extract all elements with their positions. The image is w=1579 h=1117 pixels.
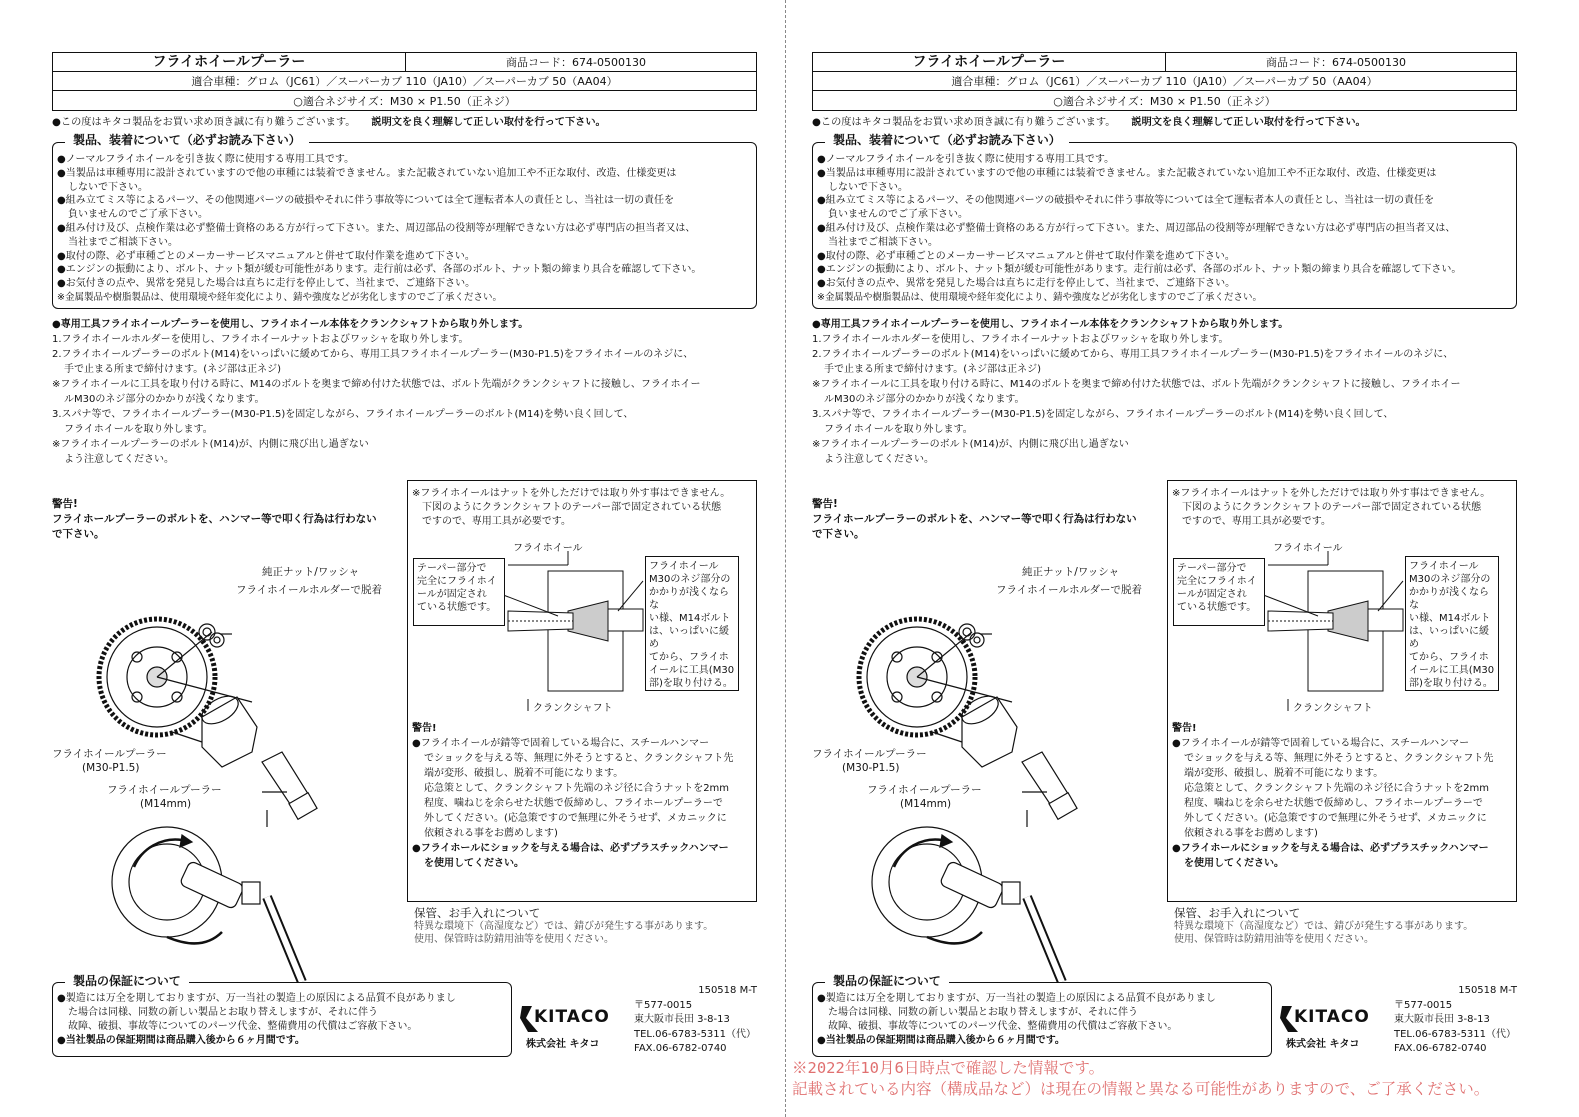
step-line: ※フライホイールプーラーのボルト(M14)が、内側に飛び出し過ぎない bbox=[52, 438, 369, 450]
step-line: ※フライホイールプーラーのボルト(M14)が、内側に飛び出し過ぎない bbox=[812, 438, 1129, 450]
warning-left bbox=[52, 497, 392, 542]
step-line: 手で止まる所まで締付けます。(ネジ部は正ネジ) bbox=[824, 363, 1042, 375]
notice-line: 負いませんのでご了承下さい。 bbox=[828, 209, 968, 221]
notice-line: 負いませんのでご了承下さい。 bbox=[68, 209, 208, 221]
info-note: ※フライホイールはナットを外しただけでは取り外す事はできません。 下図のようにクランクシャフトのテーパー部で固定されている状態 ですので、専用工具が必要です。 bbox=[412, 488, 731, 527]
label-bolt: フライホイールプーラー bbox=[107, 784, 222, 796]
notice-line: 当社までご相談下さい。 bbox=[828, 236, 938, 248]
step-line: 2.フライホイールプーラーのボルト(M14)をいっぱいに緩めてから、専用工具フライホイールプーラー(M30-P1.5)をフライホイールのネジに、 bbox=[52, 348, 694, 360]
label-puller-size: (M30-P1.5) bbox=[842, 762, 900, 774]
vehicle-fitment: 適合車種：グロム（JC61）／スーパーカブ 110（JA10）／スーパーカブ 50（AA04） bbox=[951, 75, 1378, 88]
procedure-lead: ●専用工具フライホイールプーラーを使用し、フライホイール本体をクランクシャフトから取り外します。 bbox=[52, 318, 529, 330]
kitaco-logo bbox=[1280, 1002, 1390, 1052]
label-puller: フライホイールプーラー bbox=[812, 748, 927, 760]
notice-box-title: 製品、装着について（必ずお読み下さい） bbox=[825, 134, 1069, 148]
product-title: フライホイールプーラー bbox=[53, 53, 406, 71]
info-note: ※フライホイールはナットを外しただけでは取り外す事はできません。 下図のようにクランクシャフトのテーパー部で固定されている状態 ですので、専用工具が必要です。 bbox=[1172, 488, 1491, 527]
label-nut: 純正ナット/ワッシャ bbox=[262, 566, 360, 578]
footer-note-line1: ※2022年10月6日時点で確認した情報です。 bbox=[792, 1059, 1105, 1077]
step-line: フライホイールを取り外します。 bbox=[824, 423, 973, 435]
instruction-page-right bbox=[812, 52, 1517, 1062]
notice-box bbox=[812, 133, 1517, 309]
warning-title: 警告! bbox=[1172, 723, 1197, 734]
warranty-box: 製品の保証について ●製造には万全を期しておりますが、万一当社の製造上の原因による品質不良がありまし た場合は同様、同数の新しい製品とお取り替えしますが、それに伴う 故障、破損、事故等についてのパーツ代金、整備費用の代償はご容赦下さい。 ●当社製品の保証期間は商品購入後から６ヶ月間です。 bbox=[52, 982, 512, 1057]
label-bolt-size: (M14mm) bbox=[900, 798, 952, 810]
logo-text: KITACO bbox=[534, 1007, 610, 1027]
assembly-illustration bbox=[812, 552, 1162, 982]
step-line: ルM30のネジ部分のかかりが浅くなります。 bbox=[824, 393, 1025, 405]
label-holder: フライホイールホルダーで脱着 bbox=[236, 584, 383, 596]
label-crankshaft: クランクシャフト bbox=[1293, 703, 1373, 714]
warning-text: で下さい。 bbox=[812, 528, 865, 540]
fold-line bbox=[785, 0, 786, 1117]
kitaco-logo bbox=[520, 1002, 630, 1052]
footer-note bbox=[792, 1058, 1489, 1100]
callout-taper: テーパー部分で 完全にフライホイ ールが固定され ている状態です。 bbox=[1173, 558, 1265, 626]
procedure-steps bbox=[812, 317, 1517, 467]
warning-text: フライホールプーラーのボルトを、ハンマー等で叩く行為は行わない bbox=[52, 513, 377, 525]
assembly-illustration bbox=[52, 552, 402, 982]
vehicle-fitment: 適合車種：グロム（JC61）／スーパーカブ 110（JA10）／スーパーカブ 50（AA04） bbox=[191, 75, 618, 88]
instruction-page-left bbox=[52, 52, 757, 1062]
product-code: 商品コード：674-0500130 bbox=[1266, 56, 1406, 69]
header-table bbox=[812, 52, 1517, 111]
warning-right: 警告! ●フライホイールが錆等で固着している場合に、スチールハンマー でショックを与える等、無理に外そうとすると、クランクシャフト先 端が変形、破損し、脱着不可能になります。 応急策として、クランクシャフト先端のネジ径に合うナットを2mm 程度、噛ねじを余らせた状態で仮締めし、フライホールプーラーで 外してください。(応急策ですので無理に外そうせず、メカニックに 依頼される事をお薦めします) ●フライホールにショックを与える場合は、必ずプラスチックハンマー を使用してください。 bbox=[412, 721, 752, 871]
warning-text: で下さい。 bbox=[52, 528, 105, 540]
company-address: 150518 M-T 〒577-0015 東大阪市長田 3-8-13 TEL.06-6783-5311（代） FAX.06-6782-0740 bbox=[1394, 985, 1517, 1054]
warranty-box: 製品の保証について ●製造には万全を期しておりますが、万一当社の製造上の原因による品質不良がありまし た場合は同様、同数の新しい製品とお取り替えしますが、それに伴う 故障、破損、事故等についてのパーツ代金、整備費用の代償はご容赦下さい。 ●当社製品の保証期間は商品購入後から６ヶ月間です。 bbox=[812, 982, 1272, 1057]
notice-line: ●エンジンの振動により、ボルト、ナット類が緩む可能性があります。走行前は必ず、各部のボルト、ナット類の締まり具合を確認して下さい。 bbox=[57, 264, 702, 276]
procedure-lead: ●専用工具フライホイールプーラーを使用し、フライホイール本体をクランクシャフトから取り外します。 bbox=[812, 318, 1289, 330]
warning-title: 警告! bbox=[412, 723, 437, 734]
notice-line: ●組み立てミス等によるパーツ、その他関連パーツの破損やそれに伴う事故等については全て運転者本人の責任とし、当社は一切の責任を bbox=[817, 195, 1435, 207]
warning-title: 警告! bbox=[52, 498, 78, 510]
notice-line: ●取付の際、必ず車種ごとのメーカーサービスマニュアルと併せて取付作業を進めて下さい。 bbox=[817, 250, 1235, 262]
label-puller: フライホイールプーラー bbox=[52, 748, 167, 760]
info-box bbox=[1167, 480, 1517, 902]
step-line: フライホイールを取り外します。 bbox=[64, 423, 213, 435]
label-flywheel: フライホイール bbox=[513, 543, 583, 554]
warning-title: 警告! bbox=[812, 498, 838, 510]
label-bolt: フライホイールプーラー bbox=[867, 784, 982, 796]
product-title: フライホイールプーラー bbox=[813, 53, 1166, 71]
care-section: 保管、お手入れについて 特異な環境下（高湿度など）では、錆びが発生する事があります。 使用、保管時は防錆用油等を使用ください。 bbox=[1174, 907, 1519, 946]
notice-line: ●組み付け及び、点検作業は必ず整備士資格のある方が行って下さい。また、周辺部品の役割等が理解できない方は必ず専門店の担当者又は、 bbox=[817, 222, 1456, 234]
step-line: 1.フライホイールホルダーを使用し、フライホイールナットおよびワッシャを取り外します。 bbox=[812, 333, 1229, 345]
notice-line: 当社までご相談下さい。 bbox=[68, 236, 178, 248]
label-puller-size: (M30-P1.5) bbox=[82, 762, 140, 774]
care-title: 保管、お手入れについて bbox=[414, 906, 541, 920]
notice-line: ●取付の際、必ず車種ごとのメーカーサービスマニュアルと併せて取付作業を進めて下さい。 bbox=[57, 250, 475, 262]
notice-line: ●組み立てミス等によるパーツ、その他関連パーツの破損やそれに伴う事故等については全て運転者本人の責任とし、当社は一切の責任を bbox=[57, 195, 675, 207]
step-line: 手で止まる所まで締付けます。(ネジ部は正ネジ) bbox=[64, 363, 282, 375]
logo-text: KITACO bbox=[1294, 1007, 1370, 1027]
product-code: 商品コード：674-0500130 bbox=[506, 56, 646, 69]
notice-line: ※金属製品や樹脂製品は、使用環境や経年変化により、錆や強度などが劣化しますのでご了承ください。 bbox=[57, 291, 502, 303]
step-line: よう注意してください。 bbox=[64, 453, 174, 465]
intro-text: ●この度はキタコ製品をお買い求め頂き誠に有り難うございます。 説明文を良く理解して正しい取付を行って下さい。 bbox=[812, 117, 1366, 128]
label-crankshaft: クランクシャフト bbox=[533, 703, 613, 714]
step-line: よう注意してください。 bbox=[824, 453, 934, 465]
care-section: 保管、お手入れについて 特異な環境下（高湿度など）では、錆びが発生する事があります。 使用、保管時は防錆用油等を使用ください。 bbox=[414, 907, 759, 946]
warranty-title: 製品の保証について bbox=[825, 974, 949, 988]
label-holder: フライホイールホルダーで脱着 bbox=[996, 584, 1143, 596]
notice-line: ●組み付け及び、点検作業は必ず整備士資格のある方が行って下さい。また、周辺部品の役割等が理解できない方は必ず専門店の担当者又は、 bbox=[57, 222, 696, 234]
warranty-title: 製品の保証について bbox=[65, 974, 189, 988]
thread-size: ○適合ネジサイズ：M30 × P1.50（正ネジ） bbox=[293, 94, 516, 108]
thread-size: ○適合ネジサイズ：M30 × P1.50（正ネジ） bbox=[1053, 94, 1276, 108]
footer-note-line2: 記載されている内容（構成品など）は現在の情報と異なる可能性がありますので、ご了承ください。 bbox=[792, 1080, 1490, 1098]
notice-line: ●お気付きの点や、異常を発見した場合は直ちに走行を停止して、当社まで、ご連絡下さい。 bbox=[57, 278, 476, 290]
notice-line: ●当製品は車種専用に設計されていますので他の車種には装着できません。また記載されていない追加工や不正な取付、改造、仕様変更は bbox=[817, 167, 1437, 179]
care-title: 保管、お手入れについて bbox=[1174, 906, 1301, 920]
warning-right: 警告! ●フライホイールが錆等で固着している場合に、スチールハンマー でショックを与える等、無理に外そうとすると、クランクシャフト先 端が変形、破損し、脱着不可能になります。 応急策として、クランクシャフト先端のネジ径に合うナットを2mm 程度、噛ねじを余らせた状態で仮締めし、フライホールプーラーで 外してください。(応急策ですので無理に外そうせず、メカニックに 依頼される事をお薦めします) ●フライホールにショックを与える場合は、必ずプラスチックハンマー を使用してください。 bbox=[1172, 721, 1512, 871]
callout-thread: フライホイール M30のネジ部分の かかりが浅くならな い様、M14ボルト は、いっぱいに緩め てから、フライホ イールに工具(M30 部)を取り付ける。 bbox=[1405, 556, 1499, 691]
callout-thread: フライホイール M30のネジ部分の かかりが浅くならな い様、M14ボルト は、いっぱいに緩め てから、フライホ イールに工具(M30 部)を取り付ける。 bbox=[645, 556, 739, 691]
notice-box-title: 製品、装着について（必ずお読み下さい） bbox=[65, 134, 309, 148]
notice-line: ●お気付きの点や、異常を発見した場合は直ちに走行を停止して、当社まで、ご連絡下さい。 bbox=[817, 278, 1236, 290]
intro-text: ●この度はキタコ製品をお買い求め頂き誠に有り難うございます。 説明文を良く理解して正しい取付を行って下さい。 bbox=[52, 117, 606, 128]
label-nut: 純正ナット/ワッシャ bbox=[1022, 566, 1120, 578]
company-address: 150518 M-T 〒577-0015 東大阪市長田 3-8-13 TEL.06-6783-5311（代） FAX.06-6782-0740 bbox=[634, 985, 757, 1054]
info-box bbox=[407, 480, 757, 902]
step-line: 1.フライホイールホルダーを使用し、フライホイールナットおよびワッシャを取り外します。 bbox=[52, 333, 469, 345]
doc-version: 150518 M-T bbox=[1458, 985, 1517, 996]
warning-left bbox=[812, 497, 1152, 542]
label-flywheel: フライホイール bbox=[1273, 543, 1343, 554]
step-line: ※フライホイールに工具を取り付ける時に、M14のボルトを奥まで締め付けた状態では、ボルト先端がクランクシャフトに接触し、フライホイー bbox=[52, 378, 701, 390]
notice-line: ●ノーマルフライホイールを引き抜く際に使用する専用工具です。 bbox=[817, 154, 1115, 165]
notice-line: しないで下さい。 bbox=[68, 181, 148, 193]
notice-box bbox=[52, 133, 757, 309]
notice-line: ※金属製品や樹脂製品は、使用環境や経年変化により、錆や強度などが劣化しますのでご了承ください。 bbox=[817, 291, 1262, 303]
step-line: 2.フライホイールプーラーのボルト(M14)をいっぱいに緩めてから、専用工具フライホイールプーラー(M30-P1.5)をフライホイールのネジに、 bbox=[812, 348, 1454, 360]
notice-line: しないで下さい。 bbox=[828, 181, 908, 193]
doc-version: 150518 M-T bbox=[698, 985, 757, 996]
step-line: ルM30のネジ部分のかかりが浅くなります。 bbox=[64, 393, 265, 405]
warning-text: フライホールプーラーのボルトを、ハンマー等で叩く行為は行わない bbox=[812, 513, 1137, 525]
company-name: 株式会社 キタコ bbox=[526, 1039, 600, 1050]
callout-taper: テーパー部分で 完全にフライホイ ールが固定され ている状態です。 bbox=[413, 558, 505, 626]
step-line: 3.スパナ等で、フライホイールプーラー(M30-P1.5)を固定しながら、フライホイールプーラーのボルト(M14)を勢い良く回して、 bbox=[812, 408, 1394, 420]
label-bolt-size: (M14mm) bbox=[140, 798, 192, 810]
company-name: 株式会社 キタコ bbox=[1286, 1039, 1360, 1050]
procedure-steps bbox=[52, 317, 757, 467]
notice-line: ●ノーマルフライホイールを引き抜く際に使用する専用工具です。 bbox=[57, 154, 355, 165]
header-table bbox=[52, 52, 757, 111]
notice-line: ●エンジンの振動により、ボルト、ナット類が緩む可能性があります。走行前は必ず、各部のボルト、ナット類の締まり具合を確認して下さい。 bbox=[817, 264, 1462, 276]
step-line: ※フライホイールに工具を取り付ける時に、M14のボルトを奥まで締め付けた状態では、ボルト先端がクランクシャフトに接触し、フライホイー bbox=[812, 378, 1461, 390]
step-line: 3.スパナ等で、フライホイールプーラー(M30-P1.5)を固定しながら、フライホイールプーラーのボルト(M14)を勢い良く回して、 bbox=[52, 408, 634, 420]
notice-line: ●当製品は車種専用に設計されていますので他の車種には装着できません。また記載されていない追加工や不正な取付、改造、仕様変更は bbox=[57, 167, 677, 179]
